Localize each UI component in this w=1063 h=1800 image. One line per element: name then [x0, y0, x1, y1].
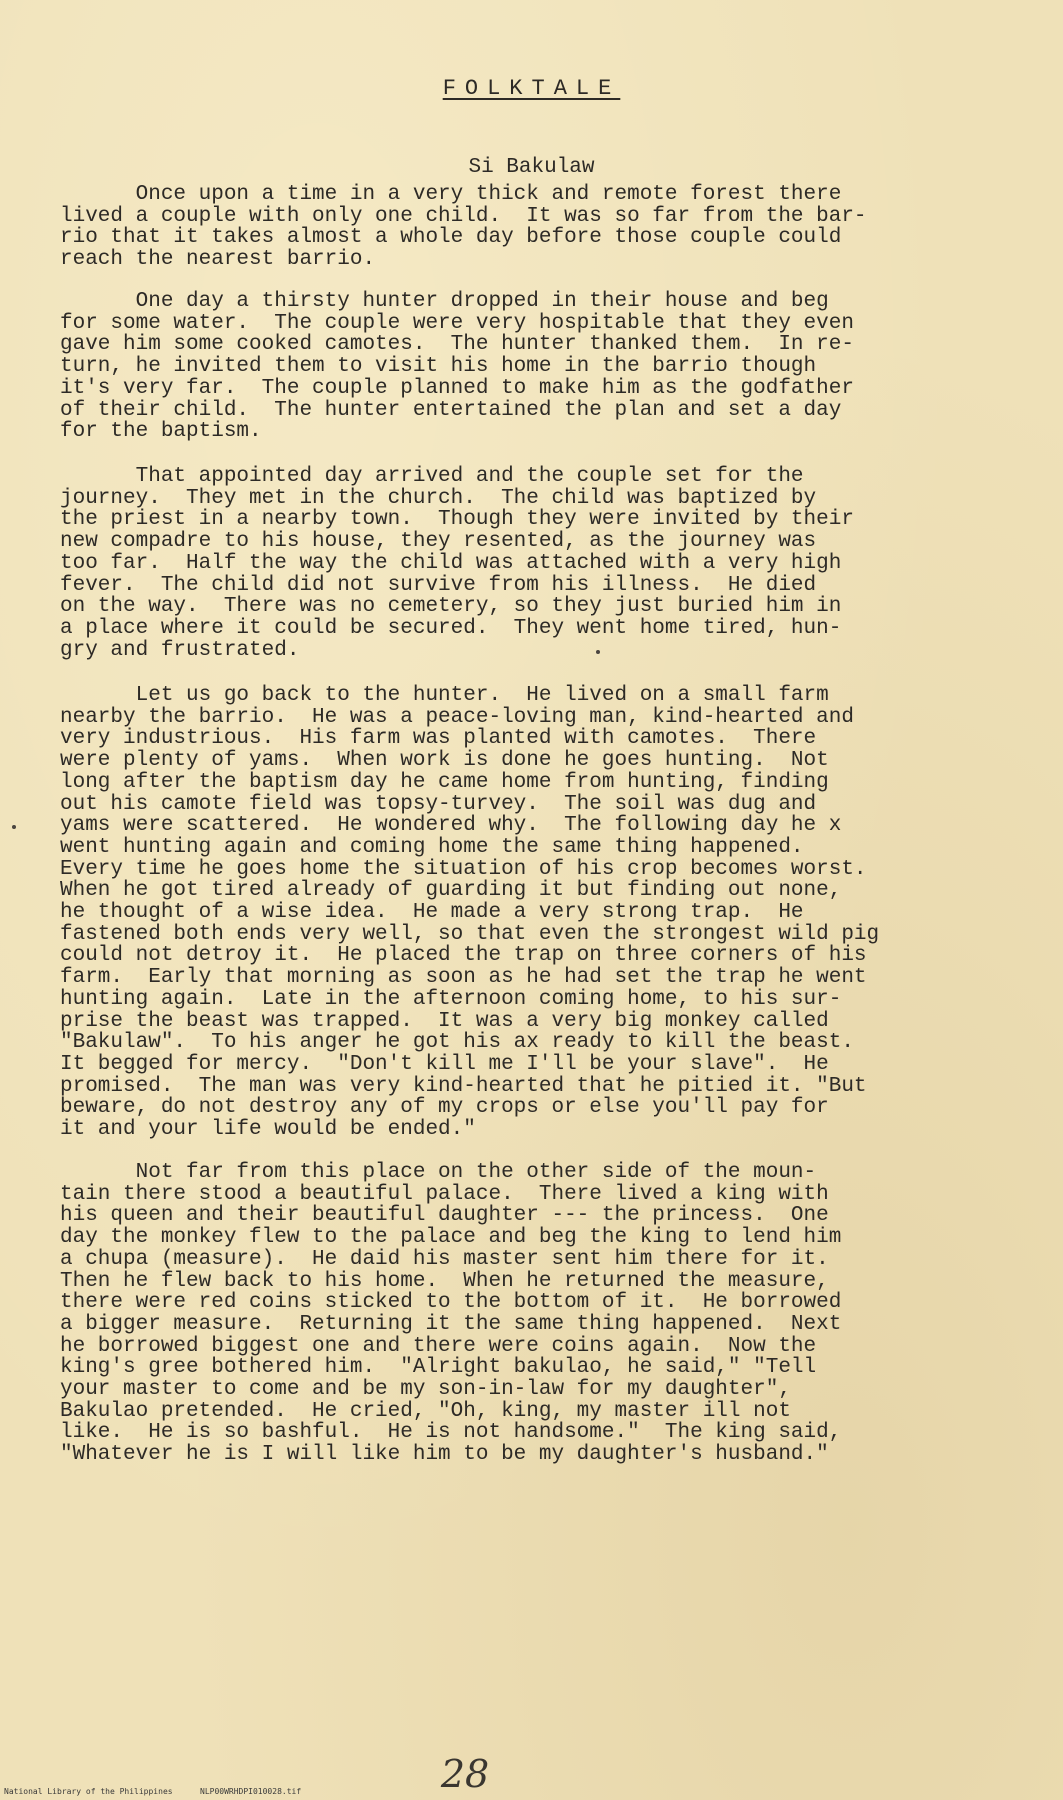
paragraph-4: Let us go back to the hunter. He lived on a small farm nearby the barrio. He was a peace-loving man, kind-hearted and very industrious. His farm was planted with camotes. There were plenty of yams. When work is done he goes hunting. Not long after the baptism day he came home from hunting, finding out his camote field was topsy-turvey. The soil was dug and yams were scattered. He wondered why. The following day he x went hunting again and coming home the same thing happened. Every time he goes home the situation of his crop becomes worst. When he got tired already of guarding it but finding out none, he thought of a wise idea. He made a very strong trap. He fastened both ends very well, so that even the strongest wild pig could not detroy it. He placed the trap on three corners of his farm. Early that morning as soon as he had set the trap he went hunting again. Late in the afternoon coming home, to his sur- prise the beast was trapped. It was a very big monkey called "Bakulaw". To his anger he got his ax ready to kill the beast. It begged for mercy. "Don't kill me I'll be your slave". He promised. The man was very kind-hearted that he pitied it. "But beware, do not destroy any of my crops or else you'll pay for it and your life would be ended.": [60, 684, 880, 1142]
paragraph-1: Once upon a time in a very thick and remote forest there lived a couple with only one child. It was so far from the bar- rio that it takes almost a whole day before those couple could reach the nearest barrio.: [60, 183, 867, 272]
archive-label: National Library of the Philippines: [4, 1787, 173, 1796]
paragraph-3: That appointed day arrived and the couple set for the journey. They met in the church. The child was baptized by the priest in a nearby town. Though they were invited by their new compadre to his house, they resented, as the journey was too far. Half the way the child was attached with a very high fever. The child did not survive from his illness. He died on the way. There was no cemetery, so they just buried him in a place where it could be secured. They went home tired, hun- gry and frustrated.: [60, 465, 854, 662]
paragraph-2: One day a thirsty hunter dropped in their house and beg for some water. The couple were very hospitable that they even gave him some cooked camotes. The hunter thanked them. In re- turn, he invited them to visit his home in the barrio though it's very far. The couple planned to make him as the godfather of their child. The hunter entertained the plan and set a day for the baptism.: [60, 290, 854, 444]
paragraph-5: Not far from this place on the other side of the moun- tain there stood a beautiful palace. There lived a king with his queen and their beautiful daughter --- the princess. One day the monkey flew to the palace and beg the king to lend him a chupa (measure). He daid his master sent him there for it. Then he flew back to his home. When he returned the measure, there were red coins sticked to the bottom of it. He borrowed a bigger measure. Returning it the same thing happened. Next he borrowed biggest one and there were coins again. Now the king's gree bothered him. "Alright bakulao, he said," "Tell your master to come and be my son-in-law for my daughter", Bakulao pretended. He cried, "Oh, king, my master ill not like. He is so bashful. He is not handsome." The king said, "Whatever he is I will like him to be my daughter's husband.": [60, 1161, 842, 1467]
page-title: FOLKTALE: [442, 76, 621, 101]
story-title: Si Bakulaw: [468, 156, 595, 179]
page-number: 28: [440, 1752, 490, 1796]
ink-dot: [12, 825, 16, 829]
ink-dot: [596, 650, 600, 654]
file-name-label: NLP00WRHDPI010028.tif: [200, 1787, 302, 1796]
